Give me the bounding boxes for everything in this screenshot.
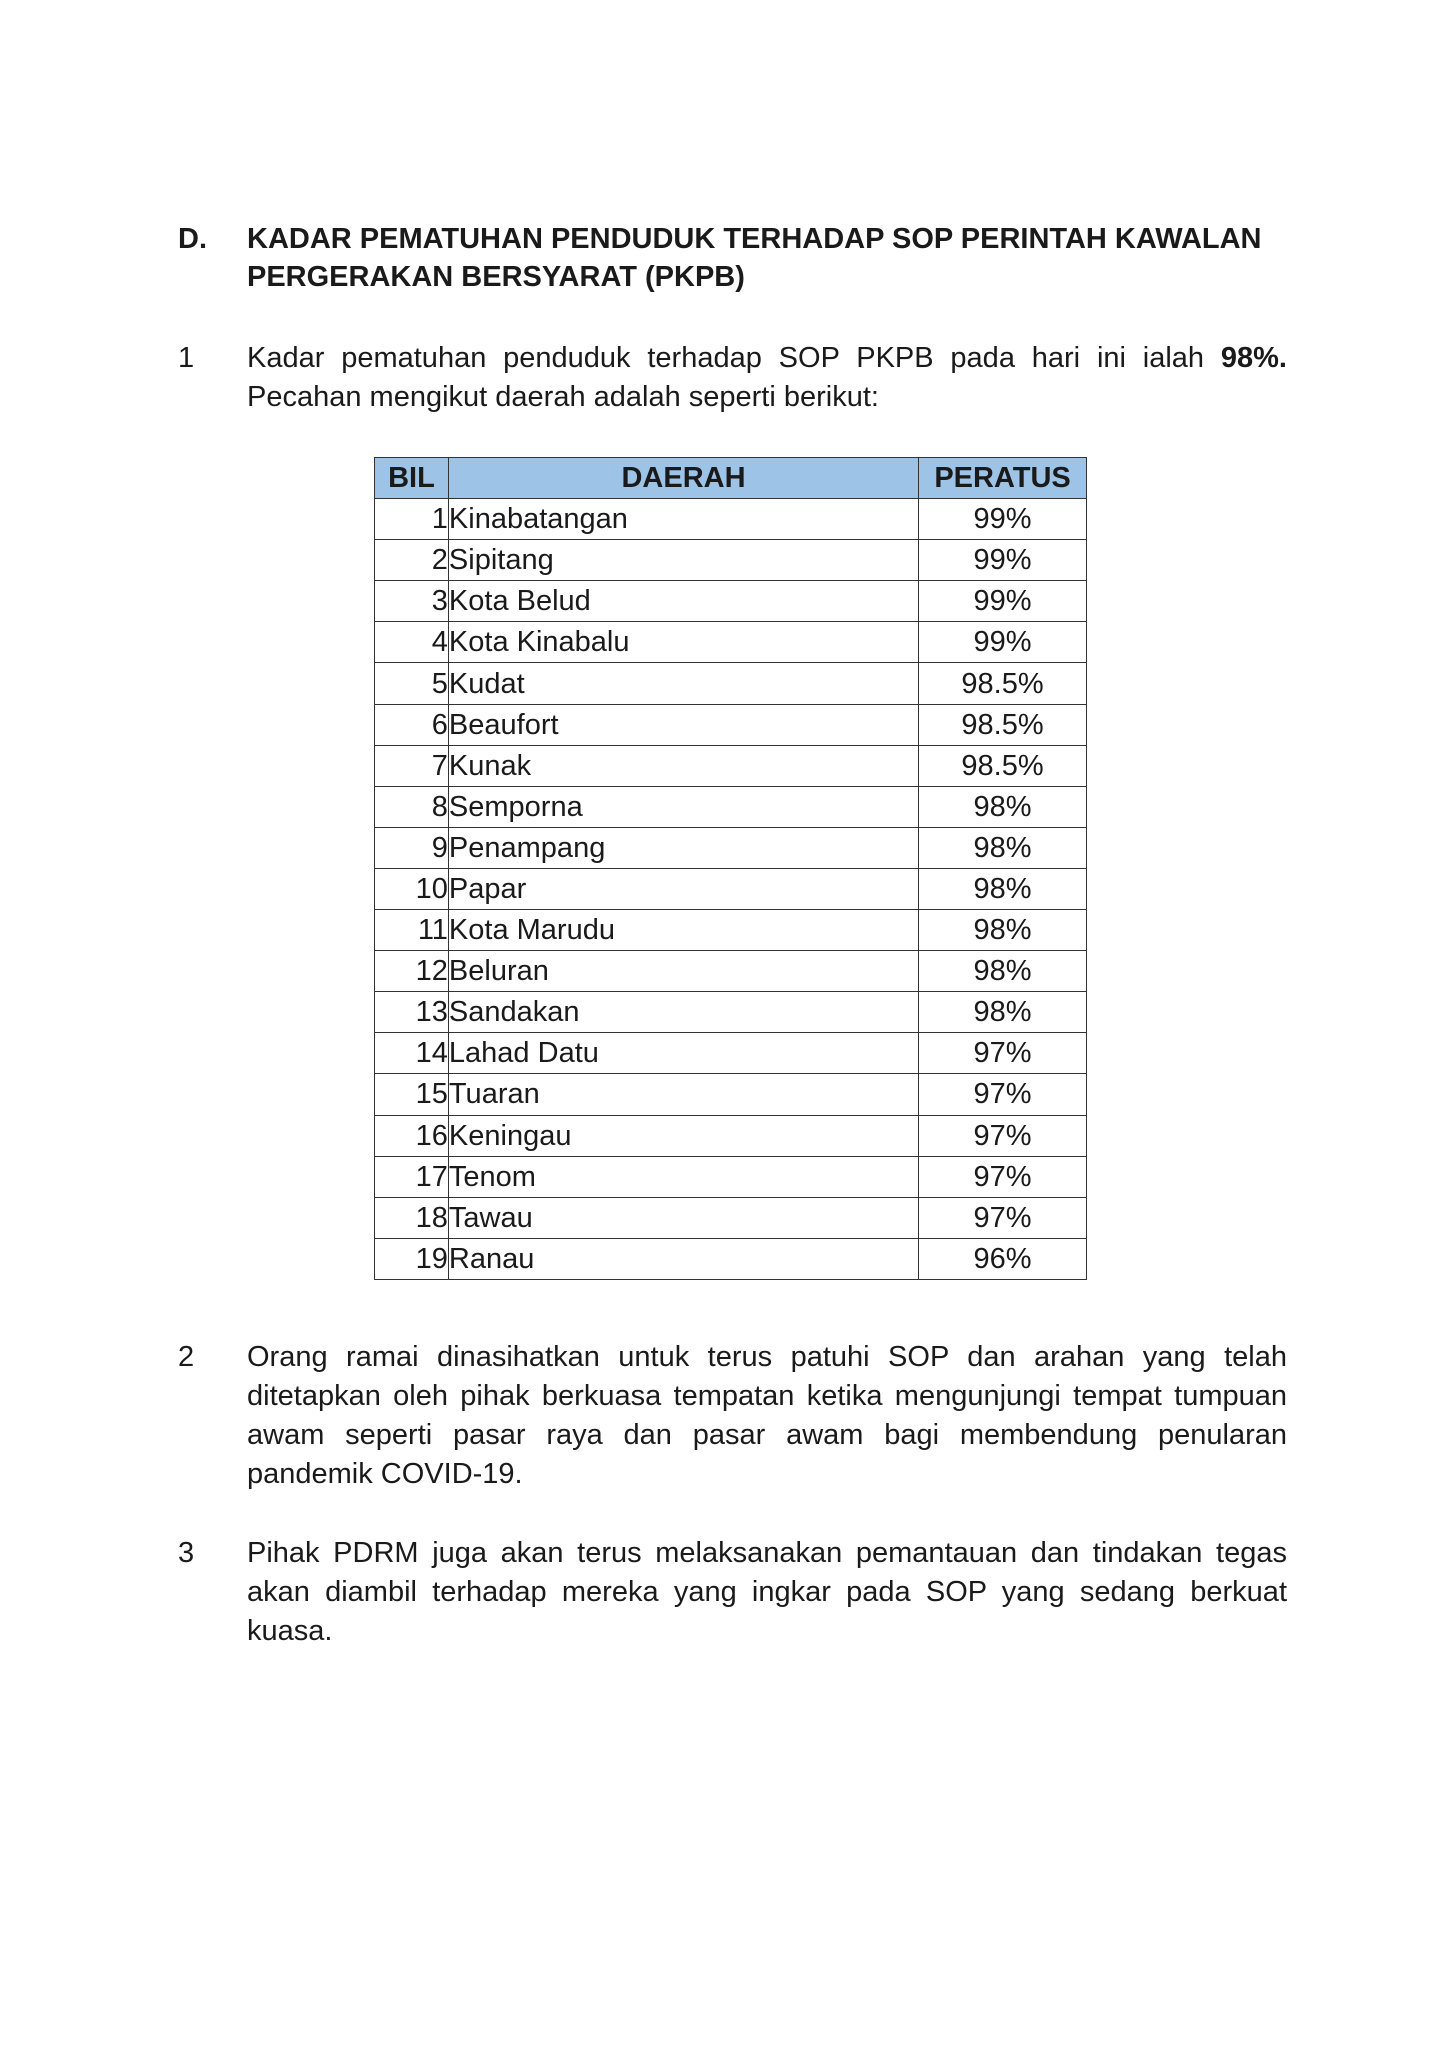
row-bil: 19 xyxy=(375,1238,449,1279)
row-daerah: Tuaran xyxy=(448,1074,918,1115)
row-peratus: 98% xyxy=(919,910,1087,951)
table-row xyxy=(375,1156,1087,1197)
paragraph-text-part: Kadar pematuhan penduduk terhadap SOP PKPB pada hari ini ialah xyxy=(247,342,1221,374)
table-row xyxy=(375,1238,1087,1279)
row-bil: 15 xyxy=(375,1074,449,1115)
row-peratus: 97% xyxy=(919,1197,1087,1238)
table-row xyxy=(375,951,1087,992)
row-daerah: Lahad Datu xyxy=(448,1033,918,1074)
paragraph-number: 1 xyxy=(178,342,195,374)
row-peratus: 97% xyxy=(919,1074,1087,1115)
table-row xyxy=(375,827,1087,868)
paragraph-text xyxy=(247,339,1287,417)
table-row xyxy=(375,1033,1087,1074)
row-daerah: Penampang xyxy=(448,827,918,868)
table-row xyxy=(375,992,1087,1033)
row-bil: 7 xyxy=(375,745,449,786)
row-daerah: Kota Belud xyxy=(448,581,918,622)
table-row xyxy=(375,745,1087,786)
row-peratus: 98% xyxy=(919,868,1087,909)
table-row xyxy=(375,663,1087,704)
row-bil: 16 xyxy=(375,1115,449,1156)
row-daerah: Kudat xyxy=(448,663,918,704)
paragraph-number: 2 xyxy=(178,1341,195,1373)
paragraph-text-part: Pecahan mengikut daerah adalah seperti berikut: xyxy=(247,381,879,413)
row-bil: 3 xyxy=(375,581,449,622)
row-bil: 12 xyxy=(375,951,449,992)
paragraph-text: Pihak PDRM juga akan terus melaksanakan pemantauan dan tindakan tegas akan diambil terhadap mereka yang ingkar pada SOP yang sedang berkuat kuasa. xyxy=(247,1537,1287,1647)
column-header-bil: BIL xyxy=(375,458,449,499)
row-bil: 5 xyxy=(375,663,449,704)
row-daerah: Beaufort xyxy=(448,704,918,745)
row-daerah: Kinabatangan xyxy=(448,499,918,540)
table-row xyxy=(375,910,1087,951)
table-body xyxy=(375,499,1087,1280)
table-row xyxy=(375,868,1087,909)
table-row xyxy=(375,1197,1087,1238)
row-bil: 18 xyxy=(375,1197,449,1238)
row-peratus: 99% xyxy=(919,499,1087,540)
table-row xyxy=(375,622,1087,663)
row-daerah: Sandakan xyxy=(448,992,918,1033)
district-compliance-table xyxy=(374,457,1087,1280)
row-bil: 6 xyxy=(375,704,449,745)
table-row xyxy=(375,704,1087,745)
row-bil: 13 xyxy=(375,992,449,1033)
row-peratus: 98% xyxy=(919,786,1087,827)
paragraph-number: 3 xyxy=(178,1537,195,1569)
row-daerah: Kota Marudu xyxy=(448,910,918,951)
paragraph-text: Orang ramai dinasihatkan untuk terus patuhi SOP dan arahan yang telah ditetapkan oleh pihak berkuasa tempatan ketika mengunjungi tempat tumpuan awam seperti pasar raya dan pasar awam bagi membendung penularan pandemik COVID-19. xyxy=(247,1341,1287,1490)
section-title: KADAR PEMATUHAN PENDUDUK TERHADAP SOP PERINTAH KAWALAN PERGERAKAN BERSYARAT (PKPB) xyxy=(247,223,1262,293)
column-header-daerah: DAERAH xyxy=(448,458,918,499)
row-bil: 14 xyxy=(375,1033,449,1074)
table-row xyxy=(375,1115,1087,1156)
row-peratus: 98.5% xyxy=(919,745,1087,786)
row-daerah: Papar xyxy=(448,868,918,909)
row-daerah: Tenom xyxy=(448,1156,918,1197)
row-daerah: Ranau xyxy=(448,1238,918,1279)
row-daerah: Keningau xyxy=(448,1115,918,1156)
row-bil: 4 xyxy=(375,622,449,663)
row-peratus: 99% xyxy=(919,540,1087,581)
row-daerah: Beluran xyxy=(448,951,918,992)
row-daerah: Tawau xyxy=(448,1197,918,1238)
row-daerah: Semporna xyxy=(448,786,918,827)
row-peratus: 98% xyxy=(919,951,1087,992)
row-peratus: 98% xyxy=(919,992,1087,1033)
row-peratus: 99% xyxy=(919,581,1087,622)
row-bil: 1 xyxy=(375,499,449,540)
row-peratus: 97% xyxy=(919,1156,1087,1197)
row-peratus: 96% xyxy=(919,1238,1087,1279)
row-peratus: 99% xyxy=(919,622,1087,663)
row-peratus: 98.5% xyxy=(919,663,1087,704)
row-bil: 8 xyxy=(375,786,449,827)
table-row xyxy=(375,1074,1087,1115)
table-row xyxy=(375,499,1087,540)
row-bil: 10 xyxy=(375,868,449,909)
row-daerah: Sipitang xyxy=(448,540,918,581)
row-bil: 2 xyxy=(375,540,449,581)
row-peratus: 98.5% xyxy=(919,704,1087,745)
table-row xyxy=(375,786,1087,827)
row-daerah: Kunak xyxy=(448,745,918,786)
row-bil: 9 xyxy=(375,827,449,868)
section-letter: D. xyxy=(178,223,207,255)
table-header-row xyxy=(375,458,1087,499)
table-row xyxy=(375,581,1087,622)
compliance-rate: 98%. xyxy=(1220,342,1287,374)
row-bil: 11 xyxy=(375,910,449,951)
row-daerah: Kota Kinabalu xyxy=(448,622,918,663)
row-bil: 17 xyxy=(375,1156,449,1197)
table-row xyxy=(375,540,1087,581)
row-peratus: 97% xyxy=(919,1115,1087,1156)
row-peratus: 98% xyxy=(919,827,1087,868)
column-header-peratus: PERATUS xyxy=(919,458,1087,499)
row-peratus: 97% xyxy=(919,1033,1087,1074)
